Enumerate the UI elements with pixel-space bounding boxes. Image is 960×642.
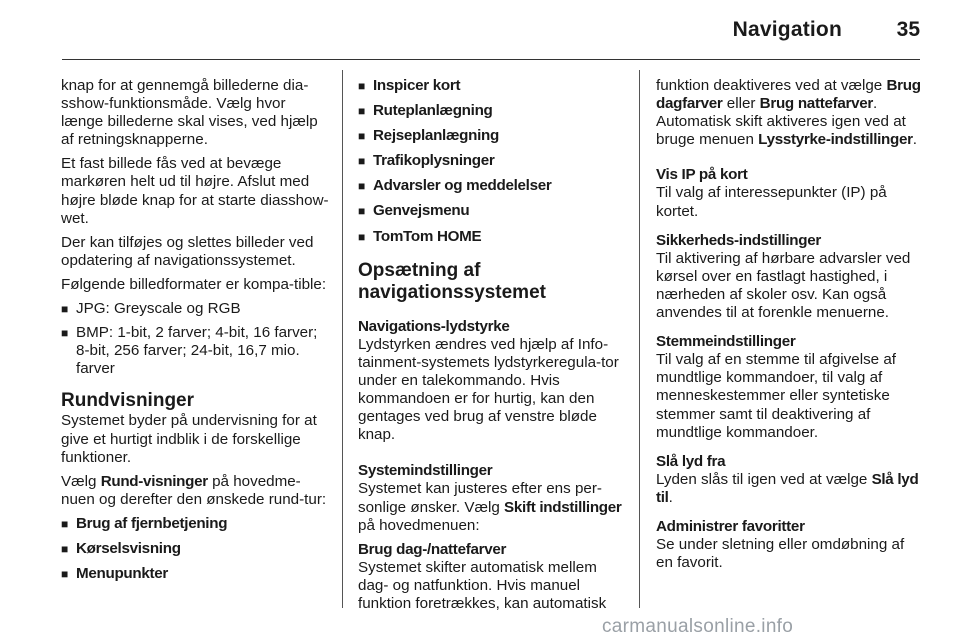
subsection-safety (656, 232, 922, 322)
subsection-title: Brug dag-/nattefarver (358, 540, 507, 558)
list-item: ■ Rejseplanlægning (358, 127, 499, 145)
bullet-icon: ■ (61, 326, 69, 341)
subsection-favorites (656, 518, 922, 572)
bullet-icon: ■ (358, 129, 365, 144)
bullet-icon: ■ (61, 516, 68, 531)
subsection-title: Sikkerheds-indstillinger (656, 231, 821, 249)
section-heading-tours: Rundvisninger (61, 390, 195, 412)
subsection-system-settings (358, 462, 626, 534)
paragraph-formats-intro: Følgende billedformater er kompa-tible: (61, 275, 327, 293)
subsection-title: Slå lyd fra (656, 452, 726, 470)
section-heading-setup: Opsætning af navigationssystemet (358, 259, 546, 303)
list-item: ■ Advarsler og meddelelser (358, 177, 552, 195)
subsection-title: Systemindstillinger (358, 462, 493, 480)
page-number: 35 (896, 18, 920, 41)
page-title: Navigation (732, 18, 842, 41)
list-item: ■ Ruteplanlægning (358, 102, 493, 120)
column-2 (358, 77, 626, 626)
subsection-text: Lyden slås til igen ved at vælge Slå lyd til. (656, 470, 919, 506)
bullet-icon: ■ (358, 204, 365, 219)
subsection-text: Til aktivering af hørbare advarsler ved kørsel over en fastlagt hastighed, i nærheden af skoler osv. Kan også anvendes til at forenkle menuerne. (656, 249, 911, 322)
list-item: ■ TomTom HOME (358, 227, 482, 245)
bullet-icon: ■ (358, 79, 365, 93)
subsection-poi (656, 166, 922, 220)
subsection-text: Til valg af en stemme til afgivelse af mundtlige kommandoer, til valg af menneskestemmer eller syntetiske stemmer samt til deaktivering af mundtlige kommandoer. (656, 351, 897, 441)
subsection-text: Systemet skifter automatisk mellem dag- og natfunktion. Hvis manuel funktion foretrækkes, kan automatisk (358, 558, 607, 612)
watermark-text: carmanualsonline.info (602, 616, 794, 637)
subsection-day-night (358, 541, 626, 613)
bullet-icon: ■ (61, 541, 68, 556)
column-divider-1 (342, 70, 343, 608)
subsection-text: Til valg af interessepunkter (IP) på kortet. (656, 184, 887, 220)
subsection-title: Navigations-lydstyrke (358, 317, 510, 335)
bullet-icon: ■ (61, 567, 68, 582)
header-divider (62, 59, 920, 60)
subsection-title: Stemmeindstillinger (656, 333, 796, 351)
bullet-icon: ■ (61, 302, 69, 317)
list-item: ■ Inspicer kort (358, 77, 461, 94)
subsection-voice (656, 333, 922, 442)
list-item: ■ Genvejsmenu (358, 202, 470, 220)
subsection-volume (358, 318, 626, 445)
list-item: ■ Menupunkter (61, 565, 169, 583)
subsection-title: Vis IP på kort (656, 166, 748, 184)
subsection-text: Se under sletning eller omdøbning af en favorit. (656, 536, 905, 572)
bullet-icon: ■ (358, 104, 365, 119)
paragraph-slideshow: knap for at gennemgå billederne dia-sshow-funktionsmåde. Vælg hvor længe billederne skal vises, ved hjælp af retningsknapperne. (61, 77, 318, 149)
list-item: ■ Brug af fjernbetjening (61, 514, 228, 532)
subsection-text: Systemet kan justeres efter ens per-sonlige ønsker. Vælg Skift indstillinger på hovedmenuen: (358, 480, 622, 534)
paragraph-fixed-image: Et fast billede fås ved at bevæge markøren helt ud til højre. Afslut med højre bløde knap for at starte diasshow-wet. (61, 155, 329, 227)
paragraph-add-delete: Der kan tilføjes og slettes billeder ved opdatering af navigationssystemet. (61, 233, 314, 269)
paragraph-tours-intro: Systemet byder på undervisning for at give et hurtigt indblik i de forskellige funktioner. (61, 412, 317, 466)
paragraph-select-tour: Vælg Rund-visninger på hovedme-nuen og derefter den ønskede rund-tur: (61, 472, 327, 508)
bullet-icon: ■ (358, 179, 365, 194)
list-item: ■ JPG: Greyscale og RGB (61, 300, 241, 318)
column-1 (61, 77, 329, 590)
list-item: ■ BMP: 1-bit, 2 farver; 4-bit, 16 farver; 8-bit, 256 farver; 24-bit, 16,7 mio. farver (61, 324, 318, 378)
subsection-title: Administrer favoritter (656, 517, 805, 535)
column-3 (656, 77, 922, 578)
continued-text: funktion deaktiveres ved at vælge Brug dagfarver eller Brug nattefarver. Automatisk skift aktiveres igen ved at bruge menuen Lysstyrke-indstillinger. (656, 77, 921, 149)
list-item: ■ Trafikoplysninger (358, 152, 495, 170)
subsection-mute (656, 453, 922, 507)
list-item: ■ Kørselsvisning (61, 539, 181, 557)
bullet-icon: ■ (358, 229, 365, 244)
column-divider-2 (639, 70, 640, 608)
page-header (0, 0, 960, 62)
subsection-text: Lydstyrken ændres ved hjælp af Info-tainment-systemets lydstyrkeregula-tor under en talekommando. Hvis kommandoen er for hurtig, kan den gentages ved brug af venstre bløde knap. (358, 335, 619, 444)
bullet-icon: ■ (358, 154, 365, 169)
